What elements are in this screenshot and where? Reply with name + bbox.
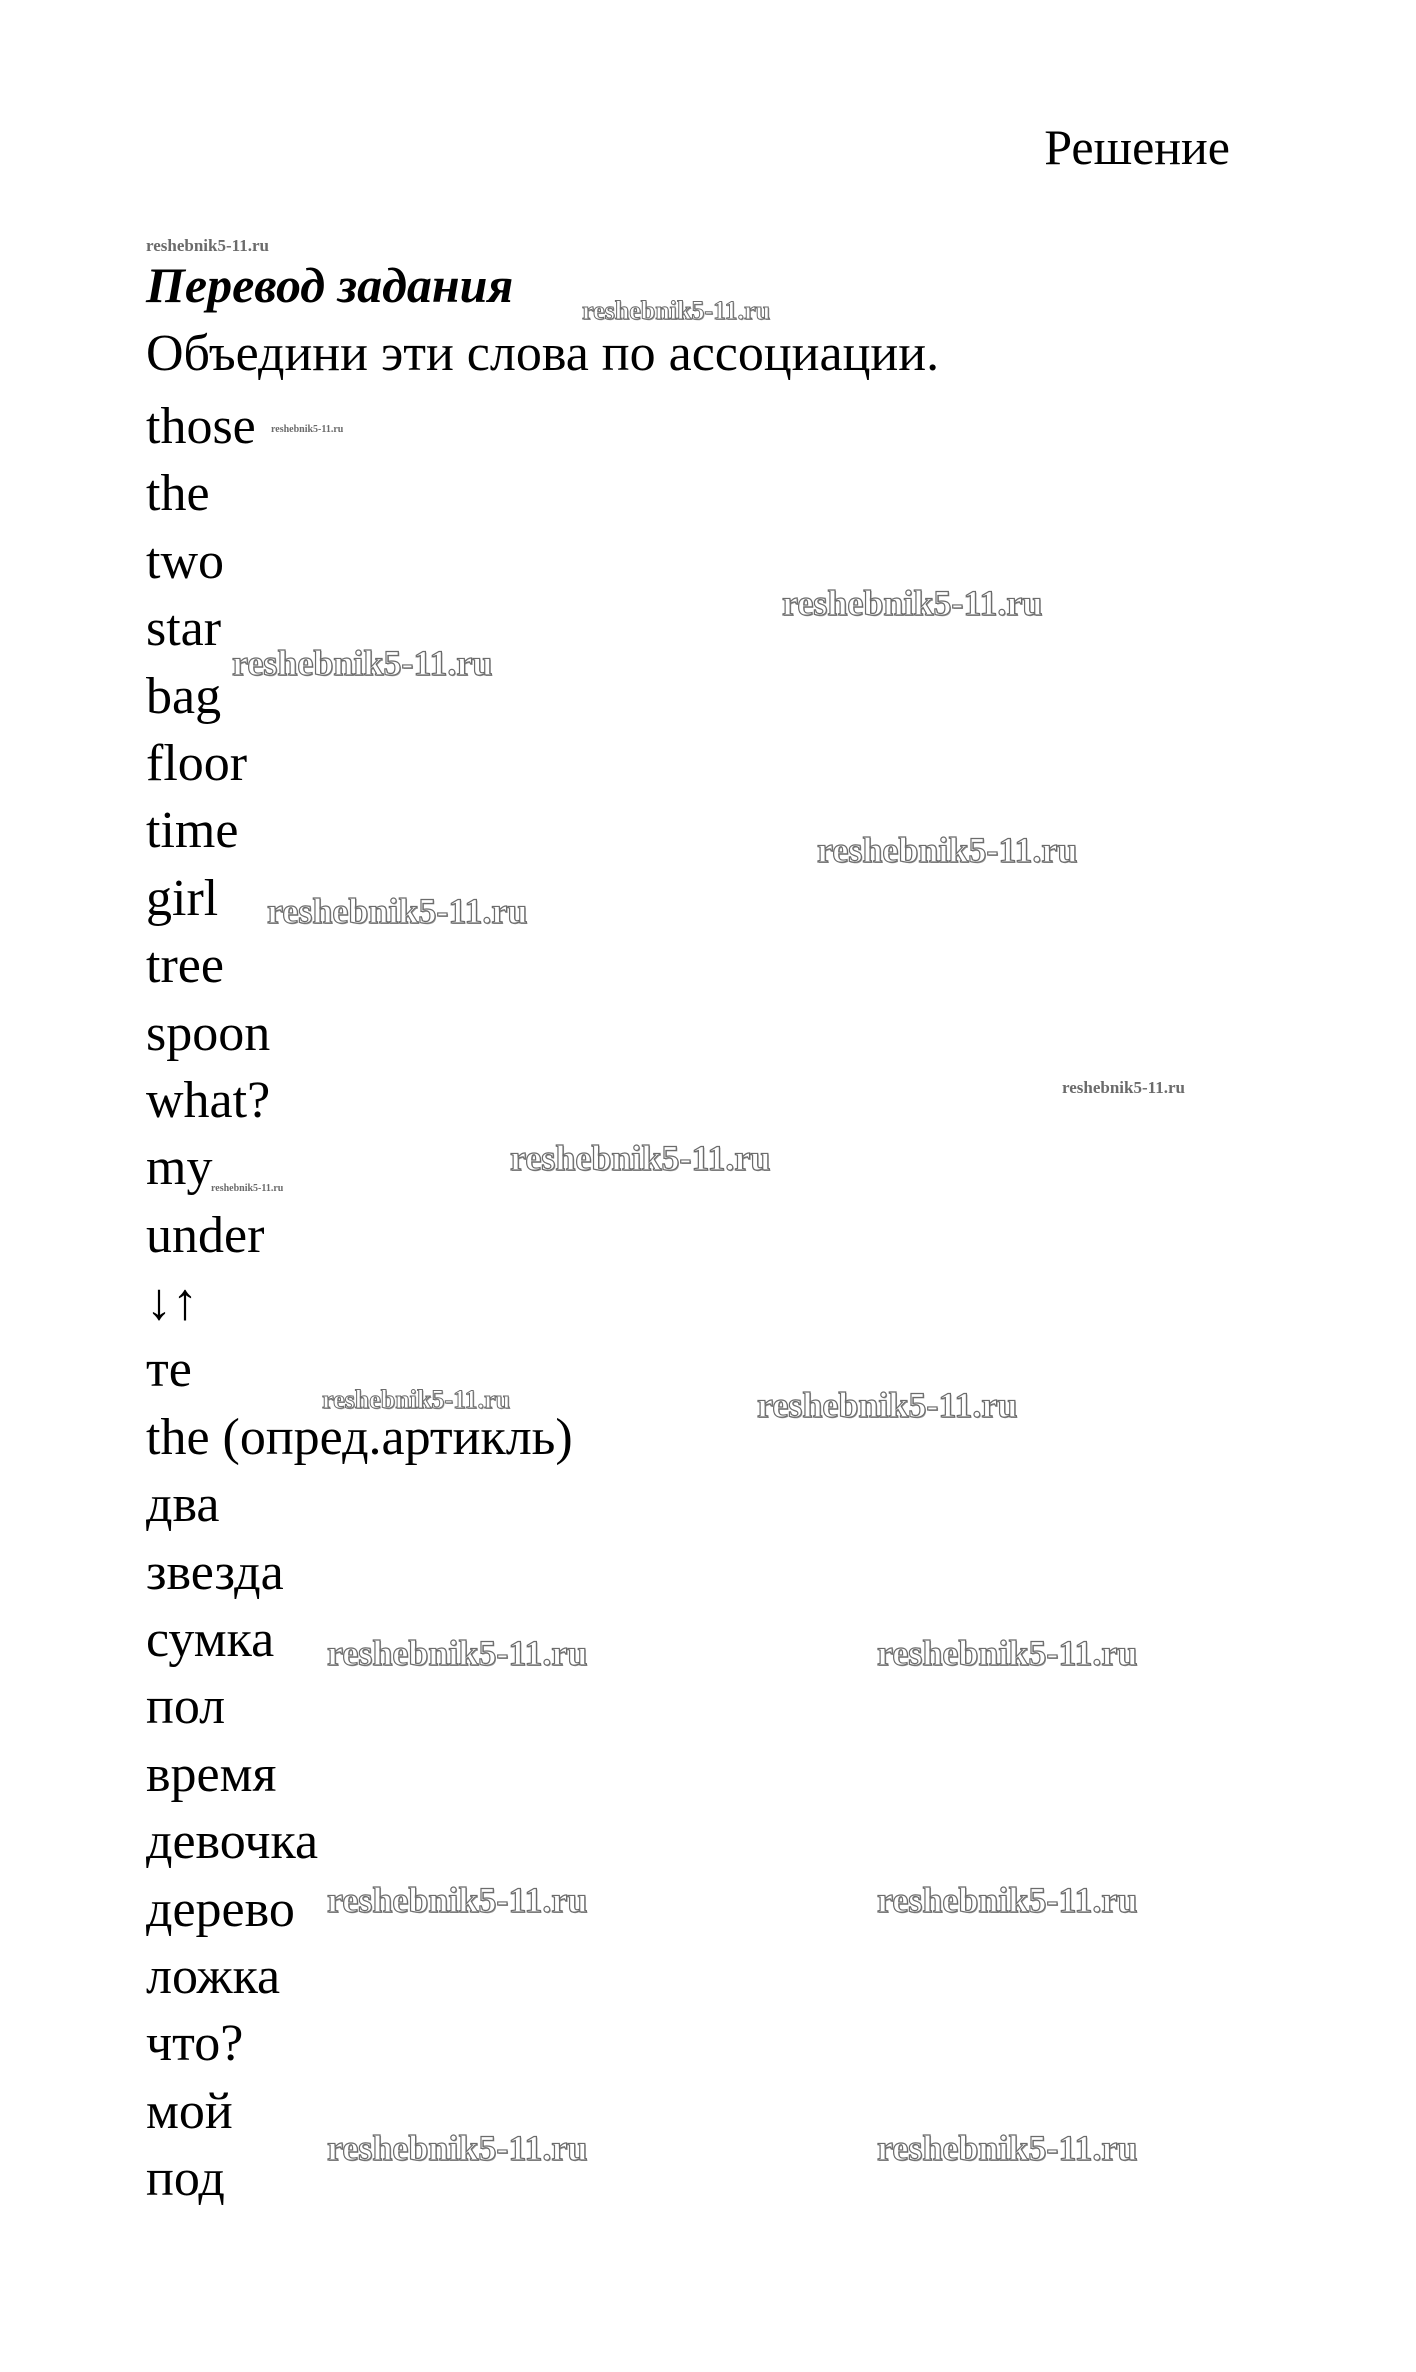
watermark: reshebnik5-11.ru <box>232 643 493 683</box>
list-item: время <box>146 1745 277 1803</box>
list-item: spoon <box>146 1004 271 1062</box>
list-item: the <box>146 465 210 523</box>
list-item: что? <box>146 2015 244 2073</box>
watermark: reshebnik5-11.ru <box>327 1633 588 1673</box>
list-item: those <box>146 398 256 455</box>
list-item: tree <box>146 937 224 995</box>
section-title: Перевод задания <box>146 257 514 313</box>
watermark: reshebnik5-11.ru <box>1062 1078 1185 1097</box>
list-item: time <box>146 802 239 860</box>
list-item: два <box>146 1476 220 1534</box>
list-item: bag <box>146 667 222 725</box>
watermark: reshebnik5-11.ru <box>782 583 1043 623</box>
list-item: girl <box>146 869 219 927</box>
list-item: ↓↑ <box>146 1274 198 1332</box>
list-item: the (опред.артикль) <box>146 1408 573 1466</box>
list-item: what? <box>146 1071 271 1129</box>
watermark: reshebnik5-11.ru <box>510 1138 771 1178</box>
watermark: reshebnik5-11.ru <box>582 296 771 325</box>
watermark: reshebnik5-11.ru <box>327 2128 588 2168</box>
list-item: my <box>146 1139 213 1197</box>
watermark: reshebnik5-11.ru <box>146 236 269 255</box>
watermark: reshebnik5-11.ru <box>757 1385 1018 1425</box>
list-item: сумка <box>146 1611 275 1669</box>
list-item: ложка <box>146 1947 281 2005</box>
list-item: under <box>146 1206 265 1264</box>
watermark: reshebnik5-11.ru <box>271 424 344 435</box>
watermark: reshebnik5-11.ru <box>211 1183 284 1194</box>
list-item: звезда <box>146 1543 284 1601</box>
list-item: star <box>146 600 222 658</box>
watermark: reshebnik5-11.ru <box>877 1633 1138 1673</box>
list-item: пол <box>146 1678 226 1736</box>
task-instruction: Объедини эти слова по ассоциации. <box>146 325 940 382</box>
watermark: reshebnik5-11.ru <box>877 2128 1138 2168</box>
watermark: reshebnik5-11.ru <box>322 1385 511 1414</box>
list-item: девочка <box>146 1813 319 1871</box>
list-item: под <box>146 2150 225 2208</box>
list-item: two <box>146 532 224 590</box>
watermark: reshebnik5-11.ru <box>877 1880 1138 1920</box>
list-item: floor <box>146 734 248 792</box>
page-header: Решение <box>1044 119 1230 175</box>
watermark: reshebnik5-11.ru <box>327 1880 588 1920</box>
list-item: мой <box>146 2082 233 2140</box>
watermark: reshebnik5-11.ru <box>817 830 1078 870</box>
list-item: те <box>146 1341 192 1399</box>
watermark: reshebnik5-11.ru <box>267 891 528 931</box>
list-item: дерево <box>146 1880 295 1938</box>
